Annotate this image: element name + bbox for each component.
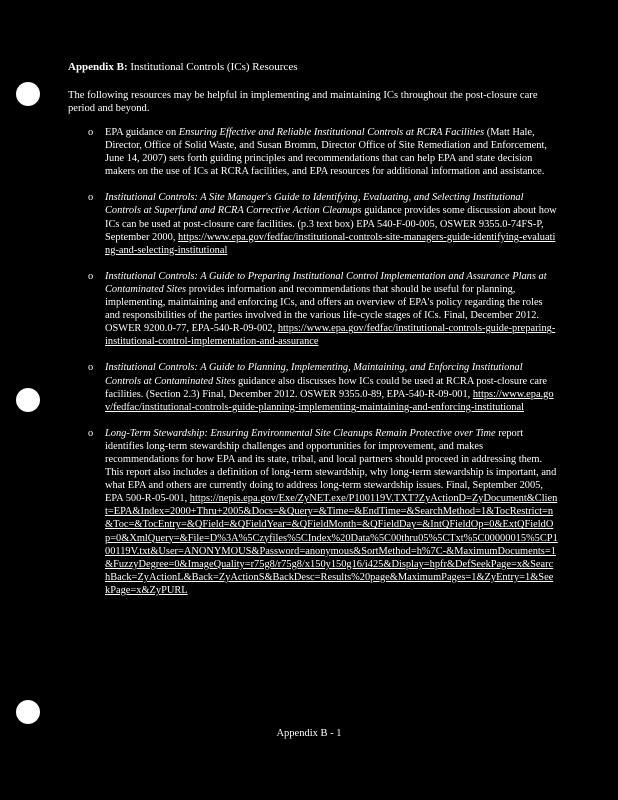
- item-body: provides information and recommendations that should be useful for planning, implementing, maintaining and enforcing ICs, and offers an overview of EPA's policy regarding the roles and responsibilities of the parties involved in the various life-cycle stages of ICs. Final, December 2012. OSWER 9200.0-77, EPA-540-R-09-002,: [105, 283, 543, 335]
- item-title: Institutional Controls: A Guide to Preparing Institutional Control Implementation and Assurance Plans at Contaminated Sites: [105, 270, 547, 295]
- bullet-icon: o: [88, 270, 94, 282]
- binder-hole: [16, 700, 40, 724]
- item-body: (Matt Hale, Director, Office of Solid Waste, and Susan Bromm, Director Office of Site Remediation and Enforcement, June 14, 2007) sets forth guiding principles and recommendations that can help EPA and state decision makers on the use of ICs at RCRA facilities, and EPA resources for additional information and assistance.: [105, 127, 547, 178]
- list-item: [88, 427, 558, 597]
- list-item: [88, 126, 558, 178]
- item-body: guidance provides some discussion about how ICs can be used at post-closure care facilities. (p.3 text box) EPA 540-F-00-005, OSWER 9355.0-74FS-P, September 2000,: [105, 205, 557, 243]
- item-body: report identifies long-term stewardship challenges and opportunities for improvement, and makes recommendations for how EPA and its state, tribal, and local partners should proceed in addressing them. This report also includes a definition of long-term stewardship, why long-term stewardship is important, and what EPA and others are currently doing to address long-term stewardship issues. Final, September 2005, EPA 500-R-05-001,: [105, 427, 557, 505]
- item-body: guidance also discusses how ICs could be used at RCRA post-closure care facilities. (Section 2.3) Final, December 2012. OSWER 9355.0-89, EPA-540-R-09-001,: [105, 375, 548, 400]
- resource-link[interactable]: https://www.epa.gov/fedfac/institutional-controls-guide-preparing-institutional-control-implementation-and-assurance: [105, 323, 556, 348]
- binder-hole: [16, 388, 40, 412]
- intro-paragraph: The following resources may be helpful in implementing and maintaining ICs throughout the post-closure care period and beyond.: [68, 90, 538, 114]
- bullet-icon: o: [88, 427, 94, 439]
- bullet-icon: o: [88, 192, 94, 204]
- item-lead: EPA guidance on: [105, 127, 179, 138]
- list-item: [88, 191, 558, 256]
- resource-link[interactable]: https://www.epa.gov/fedfac/institutional-controls-guide-planning-implementing-maintaining-and-enforcing-institutional: [105, 388, 554, 413]
- item-title: Long-Term Stewardship: Ensuring Environmental Site Cleanups Remain Protective over Time: [105, 427, 496, 439]
- page-footer: Appendix B - 1: [276, 728, 342, 739]
- resource-link[interactable]: https://www.epa.gov/fedfac/institutional-controls-site-managers-guide-identifying-evaluating-and-selecting-institutional: [105, 231, 556, 256]
- heading-label: Appendix B:: [68, 61, 128, 73]
- heading-title: Institutional Controls (ICs) Resources: [130, 61, 298, 73]
- list-item: [88, 270, 558, 349]
- item-title: Institutional Controls: A Site Manager's Guide to Identifying, Evaluating, and Selecting Institutional Controls at Superfund and RCRA Corrective Action Cleanups: [105, 192, 524, 217]
- bullet-icon: o: [88, 127, 94, 138]
- item-title: Ensuring Effective and Reliable Institutional Controls at RCRA Facilities: [178, 127, 485, 138]
- section-heading: [68, 61, 297, 73]
- item-title: Institutional Controls: A Guide to Planning, Implementing, Maintaining, and Enforcing Institutional Controls at Contaminated Sites: [105, 362, 523, 387]
- binder-hole: [16, 82, 40, 106]
- resource-link[interactable]: https://nepis.epa.gov/Exe/ZyNET.exe/P100119V.TXT?ZyActionD=ZyDocument&Client=EPA&Index=2000+Thru+2005&Docs=&Query=&Time=&EndTime=&SearchMethod=1&TocRestrict=n&Toc=&TocEntry=&QField=&QFieldYear=&QFieldMonth=&QFieldDay=&IntQFieldOp=0&ExtQFieldOp=0&XmlQuery=&File=D%3A%5Czyfiles%5CIndex%20Data%5C00thru05%5CTxt%5C00000015%5CP100119V.txt&User=ANONYMOUS&Password=anonymous&SortMethod=h%7C-&MaximumDocuments=1&FuzzyDegree=0&ImageQuality=r75g8/r75g8/x150y150g16/i425&Display=hpfr&DefSeekPage=x&SearchBack=ZyActionL&Back=ZyActionS&BackDesc=Results%20page&MaximumPages=1&ZyEntry=1&SeekPage=x&ZyPURL: [105, 493, 558, 596]
- resource-list: [88, 126, 558, 597]
- bullet-icon: o: [88, 362, 94, 374]
- list-item: [88, 361, 558, 413]
